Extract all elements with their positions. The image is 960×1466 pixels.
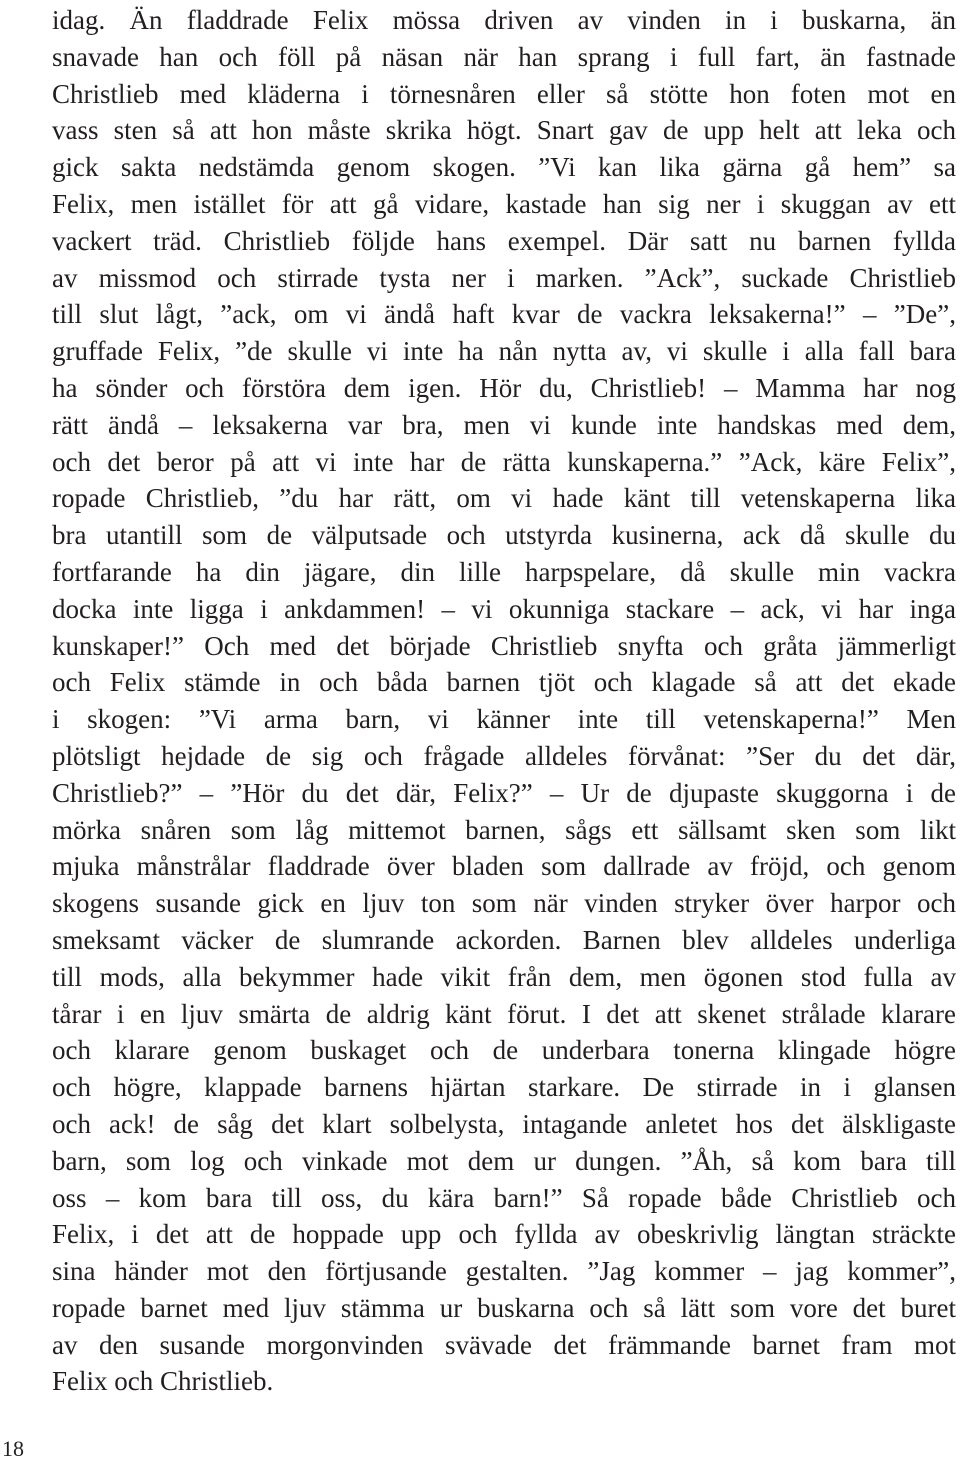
text-line: vackert träd. Christlieb följde hans exempel. Där satt nu barnen fyllda	[52, 225, 956, 256]
text-line: till slut lågt, ”ack, om vi ändå haft kvar de vackra leksakerna!” – ”De”,	[52, 299, 956, 330]
text-line: bra utantill som de välputsade och utstyrda kusinerna, ack då skulle du	[52, 520, 956, 551]
text-line: skogens susande gick en ljuv ton som när vinden stryker över harpor och	[52, 888, 956, 919]
text-line: av den susande morgonvinden svävade det främmande barnet fram mot	[52, 1329, 956, 1360]
text-line: mjuka månstrålar fladdrade över bladen som dallrade av fröjd, och genom	[52, 851, 956, 882]
text-line: oss – kom bara till oss, du kära barn!” Så ropade både Christlieb och	[52, 1182, 956, 1213]
text-line: i skogen: ”Vi arma barn, vi känner inte till vetenskaperna!” Men	[52, 704, 956, 735]
text-line: och högre, klappade barnens hjärtan starkare. De stirrade in i glansen	[52, 1072, 956, 1103]
text-line: och klarare genom buskaget och de underbara tonerna klingade högre	[52, 1035, 956, 1066]
text-line: kunskaper!” Och med det började Christlieb snyfta och gråta jämmerligt	[52, 630, 956, 661]
text-line: mörka snåren som låg mittemot barnen, sågs ett sällsamt sken som likt	[52, 814, 956, 845]
text-line: tårar i en ljuv smärta de aldrig känt förut. I det att skenet strålade klarare	[52, 998, 956, 1029]
text-line: Felix och Christlieb.	[52, 1366, 274, 1397]
page-number: 18	[2, 1436, 24, 1461]
text-line: av missmod och stirrade tysta ner i marken. ”Ack”, suckade Christlieb	[52, 262, 956, 293]
text-line: vass sten så att hon måste skrika högt. Snart gav de upp helt att leka och	[52, 115, 956, 146]
text-line: plötsligt hejdade de sig och frågade alldeles förvånat: ”Ser du det där,	[52, 740, 956, 771]
text-line: och Felix stämde in och båda barnen tjöt och klagade så att det ekade	[52, 667, 956, 698]
text-line: ha sönder och förstöra dem igen. Hör du, Christlieb! – Mamma har nog	[52, 372, 956, 403]
text-line: gruffade Felix, ”de skulle vi inte ha nån nytta av, vi skulle i alla fall bara	[52, 336, 956, 367]
text-line: gick sakta nedstämda genom skogen. ”Vi kan lika gärna gå hem” sa	[52, 152, 956, 183]
text-line: rätt ändå – leksakerna var bra, men vi kunde inte handskas med dem,	[52, 409, 956, 440]
text-line: Christlieb?” – ”Hör du det där, Felix?” – Ur de djupaste skuggorna i de	[52, 777, 956, 808]
text-line: fortfarande ha din jägare, din lille harpspelare, då skulle min vackra	[52, 556, 956, 587]
text-line: idag. Än fladdrade Felix mössa driven av vinden in i buskarna, än	[52, 5, 956, 35]
text-line: ropade barnet med ljuv stämma ur buskarna och så lätt som vore det buret	[52, 1292, 956, 1323]
text-line: och ack! de såg det klart solbelysta, intagande anletet hos det älskligaste	[52, 1108, 956, 1139]
text-line: till mods, alla bekymmer hade vikit från dem, men ögonen stod fulla av	[52, 961, 956, 992]
text-line: Felix, i det att de hoppade upp och fyllda av obeskrivlig längtan sträckte	[52, 1219, 956, 1250]
body-text	[52, 0, 956, 1398]
text-line: sina händer mot den förtjusande gestalten. ”Jag kommer – jag kommer”,	[52, 1256, 956, 1287]
text-line: Felix, men istället för att gå vidare, kastade han sig ner i skuggan av ett	[52, 188, 956, 219]
text-line: docka inte ligga i ankdammen! – vi okunniga stackare – ack, vi har inga	[52, 593, 956, 624]
text-line: smeksamt väcker de slumrande ackorden. Barnen blev alldeles underliga	[52, 924, 956, 955]
text-line: Christlieb med kläderna i törnesnåren eller så stötte hon foten mot en	[52, 78, 956, 109]
text-line: snavade han och föll på näsan när han sprang i full fart, än fastnade	[52, 41, 956, 72]
text-line: och det beror på att vi inte har de rätta kunskaperna.” ”Ack, käre Felix”,	[52, 446, 956, 477]
text-line: barn, som log och vinkade mot dem ur dungen. ”Åh, så kom bara till	[52, 1145, 956, 1176]
text-line: ropade Christlieb, ”du har rätt, om vi hade känt till vetenskaperna lika	[52, 483, 956, 514]
